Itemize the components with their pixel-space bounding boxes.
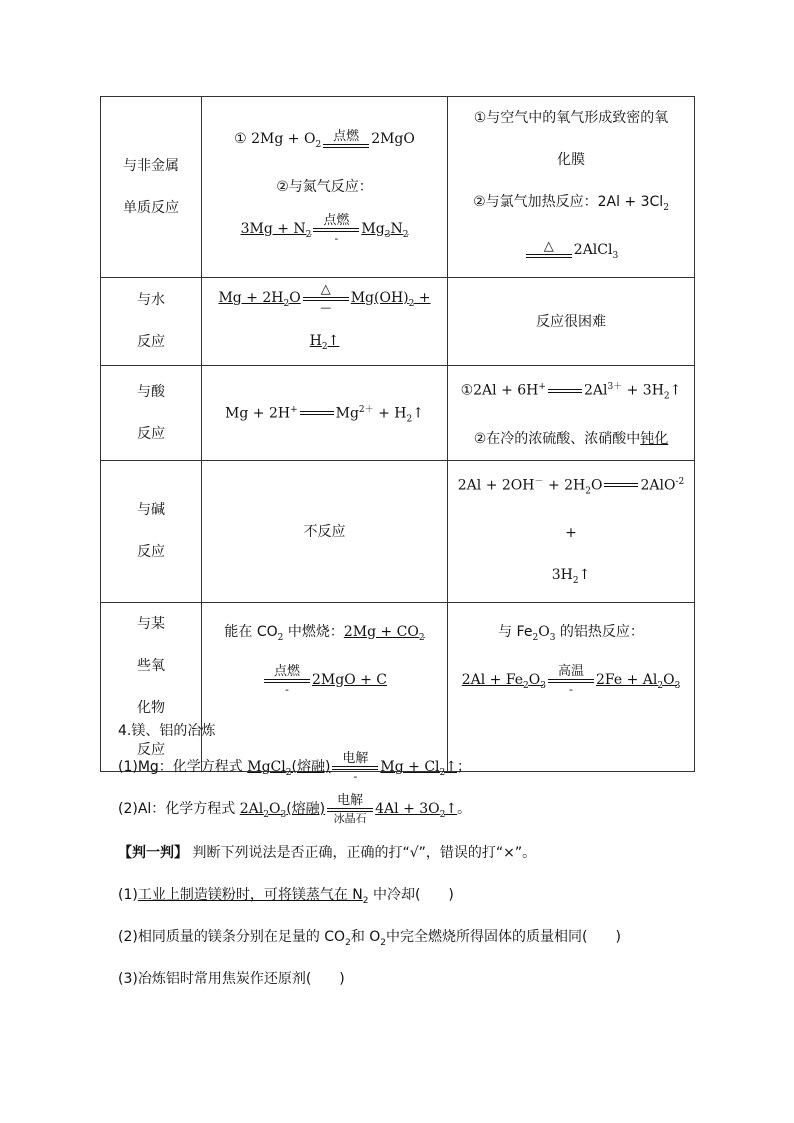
table-row	[101, 366, 695, 460]
mg-cell: Mg + 2H+ $Mg^{2+}$ + $H_2↑$	[202, 366, 448, 460]
al-cell: ①与空气中的氧气形成致密的氧 化膜 ②与氯气加热反应：$2Al + 3Cl_2$ △ 2AlCl$_3$	[448, 97, 695, 278]
table-row	[101, 602, 695, 771]
mg-cell: $Mg + 2H_2O$ △ — $Mg(OH)_2$ + $H_2↑$	[202, 277, 448, 366]
question-2: (2)相同质量的镁条分别在足量的 $CO_2$和 $O_2$中完全燃烧所得固体的质量相同( )	[118, 929, 621, 948]
mg-cell: 能在 $CO_2$ 中燃烧：$2Mg + CO_2$ 点燃 - 2MgO + C	[202, 602, 448, 771]
al-cell: $2Al + 2OH^- + 2H_2O$ 2AlO$^{-2}$ + $3H_2↑$	[448, 460, 695, 602]
al-cell: 与 $Fe_2O_3$ 的铝热反应： $2Al + Fe_2O_3$ 高温 - $2Fe + Al_2O_3$	[448, 602, 695, 771]
row-label: 与碱 反应	[101, 460, 202, 602]
mg-cell: ① $2Mg + O_2$ 点燃 2MgO ②与氮气反应： $3Mg + N_2$ 点燃 - $Mg_3N_2$	[202, 97, 448, 278]
mg-cell: 不反应	[202, 460, 448, 602]
mg-smelting-line: (1)Mg：化学方程式 MgCl$_2$(熔融) 电解 - $Mg + Cl_2↑$；	[118, 751, 472, 783]
table-row	[101, 460, 695, 602]
al-cell: 反应很困难	[448, 277, 695, 366]
question-3: (3)冶炼铝时常用焦炭作还原剂( )	[118, 971, 345, 987]
question-1: (1)工业上制造镁粉时，可将镁蒸气在 $N_2$ 中冷却( )	[118, 887, 454, 906]
section-title: 4.镁、铝的冶炼	[118, 723, 216, 739]
row-label: 与非金属 单质反应	[101, 97, 202, 278]
mg-al-comparison-table	[100, 96, 695, 772]
table-row	[101, 97, 695, 278]
judge-instruction: 【判一判】 判断下列说法是否正确，正确的打“√”，错误的打“×”。	[118, 845, 537, 861]
row-label: 与酸 反应	[101, 366, 202, 460]
table-row	[101, 277, 695, 366]
row-label: 与水 反应	[101, 277, 202, 366]
row-label: 与某 些氧 化物 反应	[101, 602, 202, 771]
al-smelting-line: (2)Al：化学方程式 $2Al_2O_3$(熔融) 电解 冰晶石 $4Al + 3O_2↑$。	[118, 793, 472, 825]
al-cell: ①2Al + 6H+ $2Al^{3+}$ + $3H_2↑$ ②在冷的浓硫酸、浓硝酸中钝化	[448, 366, 695, 460]
